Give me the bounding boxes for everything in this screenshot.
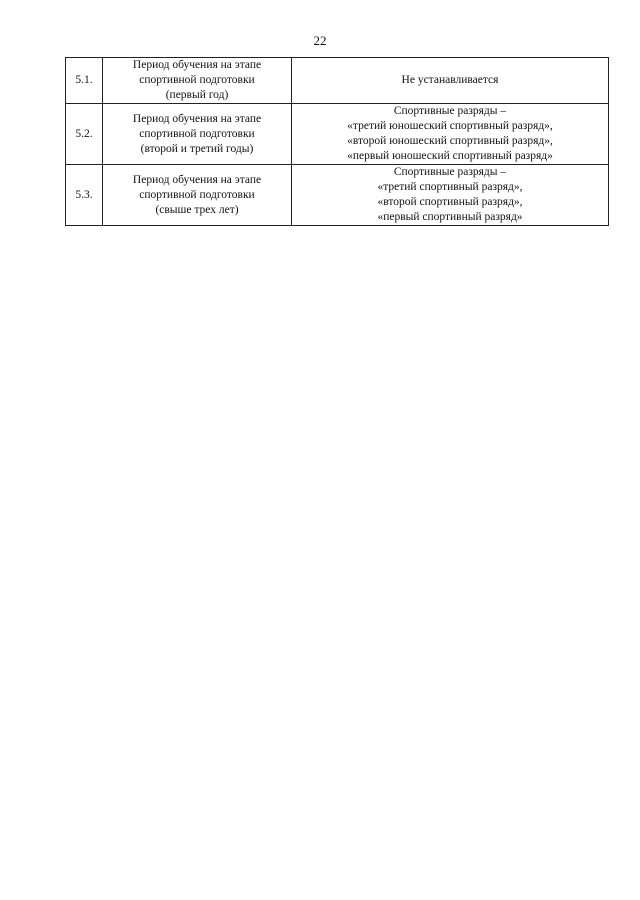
row-number: 5.3. [66, 165, 103, 226]
requirement-line: «первый юношеский спортивный разряд» [347, 150, 553, 162]
requirement-cell [292, 165, 609, 226]
training-period-cell [103, 104, 292, 165]
row-number: 5.2. [66, 104, 103, 165]
requirement-line: «третий юношеский спортивный разряд», [347, 120, 553, 132]
page-number: 22 [313, 33, 327, 48]
requirement-line: Спортивные разряды – [393, 105, 507, 117]
period-line: (первый год) [165, 89, 229, 101]
period-line: Период обучения на этапе [132, 59, 262, 71]
period-line: спортивной подготовки [139, 127, 255, 140]
requirement-line: Не устанавливается [401, 74, 499, 86]
requirement-line: «первый спортивный разряд» [377, 211, 523, 223]
training-period-cell [103, 165, 292, 226]
period-line: Период обучения на этапе [132, 112, 262, 125]
sport-requirements-table [65, 57, 609, 226]
period-line: спортивной подготовки [139, 188, 255, 201]
requirement-line: «второй спортивный разряд», [377, 196, 523, 208]
period-line: спортивной подготовки [139, 74, 255, 86]
requirement-cell [292, 104, 609, 165]
training-period-cell [103, 58, 292, 104]
requirement-line: Спортивные разряды – [393, 166, 507, 178]
period-line: (второй и третий годы) [140, 142, 254, 155]
period-line: Период обучения на этапе [132, 173, 262, 186]
requirement-line: «третий спортивный разряд», [377, 181, 523, 193]
row-number: 5.1. [66, 58, 103, 104]
requirement-cell [292, 58, 609, 104]
table-row [66, 165, 609, 226]
period-line: (свыше трех лет) [155, 203, 239, 216]
table-row [66, 104, 609, 165]
requirement-line: «второй юношеский спортивный разряд», [347, 135, 553, 147]
table-row [66, 58, 609, 104]
